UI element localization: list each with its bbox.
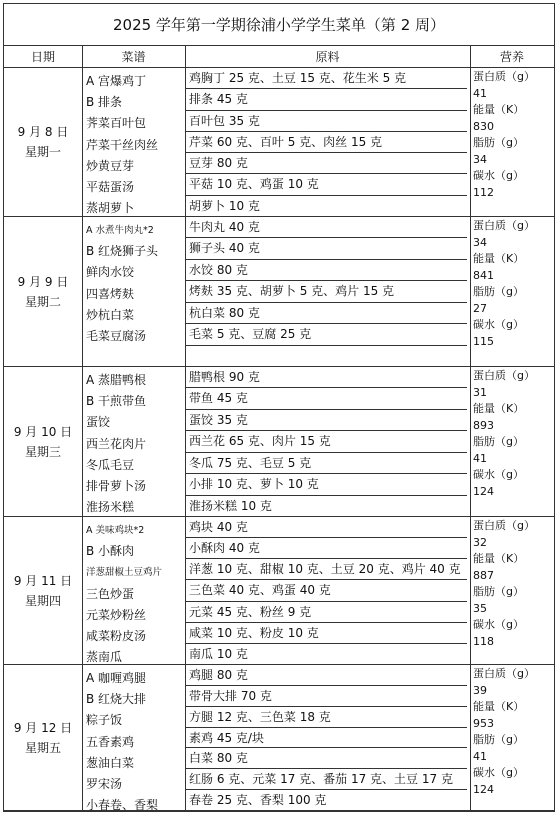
dish-item: 炒黄豆芽 <box>86 158 135 173</box>
nutrition-label-energy: 能量（K） <box>473 402 525 415</box>
day-date-cell <box>4 665 82 810</box>
dish-item: 葱油白菜 <box>86 755 135 770</box>
nutrition-cell <box>473 518 553 650</box>
day-row <box>4 517 554 665</box>
nutrition-value-energy: 887 <box>473 568 494 582</box>
dish-item: A 蒸腊鸭根 <box>86 373 147 387</box>
page-title: 2025 学年第一学期徐浦小学学生菜单（第 2 周） <box>4 4 554 46</box>
nutrition-value-protein: 32 <box>473 535 487 549</box>
nutrition-label-fat: 脂肪（g） <box>473 435 524 448</box>
dish-item: B 小酥肉 <box>86 544 135 559</box>
day-date: 9 月 11 日 <box>13 573 73 588</box>
nutrition-value-protein: 41 <box>473 86 487 100</box>
dish-list <box>86 370 182 518</box>
ingredient-list <box>185 217 467 367</box>
ingredient-item: 鸡腿 80 克 <box>185 665 467 686</box>
day-row <box>4 217 554 367</box>
nutrition-value-fat: 41 <box>473 749 487 763</box>
dish-item: 粽子饭 <box>86 713 123 728</box>
nutrition-label-fat: 脂肪（g） <box>473 585 524 598</box>
ingredient-item: 水饺 80 克 <box>185 260 467 281</box>
header-nutrition: 营养 <box>470 46 554 68</box>
nutrition-label-fat: 脂肪（g） <box>473 733 524 746</box>
ingredient-item: 排条 45 克 <box>185 89 467 110</box>
ingredient-item: 南瓜 10 克 <box>189 646 248 661</box>
nutrition-cell <box>473 218 553 350</box>
nutrition-label-energy: 能量（K） <box>473 700 525 713</box>
ingredient-item: 三色菜 40 克、鸡蛋 40 克 <box>185 580 467 601</box>
divider <box>470 46 471 811</box>
nutrition-cell <box>473 666 553 798</box>
nutrition-label-carbs: 碳水（g） <box>473 618 524 631</box>
ingredient-item: 洋葱 10 克、甜椒 10 克、土豆 20 克、鸡片 40 克 <box>185 559 467 580</box>
ingredient-item: 带骨大排 70 克 <box>185 686 467 707</box>
header-menu: 菜谱 <box>82 46 185 68</box>
dish-item: B 干煎带鱼 <box>86 394 147 409</box>
ingredient-item: 素鸡 45 克/块 <box>185 728 467 749</box>
nutrition-label-carbs: 碳水（g） <box>473 318 524 331</box>
nutrition-value-energy: 893 <box>473 418 494 432</box>
day-date: 9 月 8 日 <box>17 125 69 139</box>
dish-item: 淮扬米糕 <box>86 500 135 515</box>
nutrition-label-protein: 蛋白质（g） <box>473 369 535 382</box>
nutrition-label-energy: 能量（K） <box>473 103 525 116</box>
nutrition-label-carbs: 碳水（g） <box>473 169 524 182</box>
dish-list <box>86 71 182 219</box>
nutrition-value-energy: 830 <box>473 119 494 133</box>
day-date-cell <box>4 217 82 366</box>
nutrition-cell <box>473 368 553 500</box>
nutrition-value-protein: 39 <box>473 683 487 697</box>
dish-item: 洋葱甜椒土豆鸡片 <box>86 567 163 579</box>
nutrition-value-energy: 841 <box>473 268 494 282</box>
ingredient-item: 烤麸 35 克、胡萝卜 5 克、鸡片 15 克 <box>185 281 467 302</box>
ingredient-item: 淮扬米糕 10 克 <box>189 498 272 513</box>
dish-item: 蒸南瓜 <box>86 650 123 665</box>
nutrition-value-fat: 35 <box>473 601 487 615</box>
day-row <box>4 665 554 811</box>
dish-item: A 水煮牛肉丸*2 <box>86 225 154 236</box>
nutrition-label-protein: 蛋白质（g） <box>473 70 535 83</box>
dish-item: 蛋饺 <box>86 415 111 430</box>
nutrition-label-carbs: 碳水（g） <box>473 766 524 779</box>
dish-list <box>86 220 182 347</box>
ingredient-item: 百叶包 35 克 <box>185 111 467 132</box>
nutrition-value-carbs: 112 <box>473 185 494 199</box>
nutrition-label-protein: 蛋白质（g） <box>473 519 535 532</box>
dish-item: B 排条 <box>86 95 123 110</box>
nutrition-label-energy: 能量（K） <box>473 252 525 265</box>
dish-item: 鲜肉水饺 <box>86 265 135 280</box>
divider <box>185 46 186 811</box>
ingredient-item: 芹菜 60 克、百叶 5 克、肉丝 15 克 <box>185 132 467 153</box>
ingredient-item: 鸡块 40 克 <box>185 517 467 538</box>
ingredient-item: 豆芽 80 克 <box>185 153 467 174</box>
dish-item: B 红烧狮子头 <box>86 244 159 259</box>
day-row <box>4 68 554 217</box>
dish-item: 平菇蛋汤 <box>86 179 135 194</box>
dish-item: A 宫爆鸡丁 <box>86 74 147 88</box>
nutrition-value-fat: 27 <box>473 301 487 315</box>
ingredient-item: 蛋饺 35 克 <box>185 410 467 431</box>
dish-item: 五香素鸡 <box>86 734 135 749</box>
nutrition-label-protein: 蛋白质（g） <box>473 667 535 680</box>
ingredient-item: 元菜 45 克、粉丝 9 克 <box>185 602 467 623</box>
day-date: 9 月 12 日 <box>13 720 73 735</box>
nutrition-value-fat: 41 <box>473 451 487 465</box>
dish-list <box>86 668 182 816</box>
dish-item: 四喜烤麸 <box>86 286 135 301</box>
dish-item: 荠菜百叶包 <box>86 116 147 131</box>
dish-item: 炒杭白菜 <box>86 307 135 322</box>
ingredient-item: 白菜 80 克 <box>185 748 467 769</box>
ingredient-item: 平菇 10 克、鸡蛋 10 克 <box>185 174 467 195</box>
ingredient-item: 腊鸭根 90 克 <box>185 367 467 388</box>
dish-item: A 咖喱鸡腿 <box>86 671 147 685</box>
nutrition-value-carbs: 118 <box>473 634 494 648</box>
nutrition-cell <box>473 69 553 201</box>
ingredient-list <box>185 517 467 665</box>
menu-sheet <box>3 3 555 812</box>
dish-item: 咸菜粉皮汤 <box>86 628 147 643</box>
dish-item: 排骨萝卜汤 <box>86 478 147 493</box>
nutrition-label-fat: 脂肪（g） <box>473 285 524 298</box>
ingredient-item: 杭白菜 80 克 <box>185 303 467 324</box>
ingredient-item: 小排 10 克、萝卜 10 克 <box>185 474 467 495</box>
ingredient-item: 春卷 25 克、香梨 100 克 <box>189 793 327 808</box>
ingredient-list <box>185 367 467 517</box>
dish-item: 三色炒蛋 <box>86 586 135 601</box>
dish-item: 罗宋汤 <box>86 776 123 791</box>
nutrition-value-protein: 31 <box>473 385 487 399</box>
dish-item: 毛菜豆腐汤 <box>86 328 147 343</box>
nutrition-value-carbs: 115 <box>473 334 494 348</box>
ingredient-item <box>185 346 467 367</box>
day-date-cell <box>4 68 82 216</box>
ingredient-item: 鸡胸丁 25 克、土豆 15 克、花生米 5 克 <box>185 68 467 89</box>
day-date-cell <box>4 367 82 516</box>
nutrition-label-energy: 能量（K） <box>473 552 525 565</box>
day-date: 9 月 10 日 <box>13 424 73 439</box>
nutrition-value-fat: 34 <box>473 152 487 166</box>
ingredient-item: 冬瓜 75 克、毛豆 5 克 <box>185 453 467 474</box>
day-date-cell <box>4 517 82 664</box>
dish-item: 小春卷、香梨 <box>86 798 159 813</box>
dish-item: 蒸胡萝卜 <box>86 201 135 216</box>
dish-item: A 美味鸡块*2 <box>86 525 145 536</box>
nutrition-label-fat: 脂肪（g） <box>473 136 524 149</box>
nutrition-value-protein: 34 <box>473 235 487 249</box>
nutrition-label-carbs: 碳水（g） <box>473 468 524 481</box>
nutrition-label-protein: 蛋白质（g） <box>473 219 535 232</box>
ingredient-item: 方腿 12 克、三色菜 18 克 <box>185 707 467 728</box>
dish-item: 冬瓜毛豆 <box>86 457 135 472</box>
day-weekday: 星期三 <box>24 444 61 459</box>
dish-list <box>86 520 182 668</box>
day-row <box>4 367 554 517</box>
ingredient-item: 狮子头 40 克 <box>185 238 467 259</box>
ingredient-item: 小酥肉 40 克 <box>185 538 467 559</box>
dish-item: B 红烧大排 <box>86 692 147 707</box>
dish-item: 芹菜干丝肉丝 <box>86 137 159 152</box>
ingredient-item: 红肠 6 克、元菜 17 克、番茄 17 克、土豆 17 克 <box>185 769 467 790</box>
ingredient-item: 带鱼 45 克 <box>185 388 467 409</box>
ingredient-item: 牛肉丸 40 克 <box>185 217 467 238</box>
nutrition-value-carbs: 124 <box>473 484 494 498</box>
dish-item: 元菜炒粉丝 <box>86 607 147 622</box>
ingredient-item: 毛菜 5 克、豆腐 25 克 <box>185 324 467 345</box>
header-ingredients: 原料 <box>185 46 470 68</box>
ingredient-item: 西兰花 65 克、肉片 15 克 <box>185 431 467 452</box>
ingredient-list <box>185 68 467 217</box>
nutrition-value-energy: 953 <box>473 716 494 730</box>
day-date: 9 月 9 日 <box>17 274 69 289</box>
header-date: 日期 <box>4 46 82 68</box>
day-weekday: 星期一 <box>24 145 61 159</box>
day-weekday: 星期四 <box>24 593 61 608</box>
ingredient-item: 胡萝卜 10 克 <box>189 198 260 213</box>
divider <box>82 46 83 811</box>
nutrition-value-carbs: 124 <box>473 782 494 796</box>
ingredient-list <box>185 665 467 811</box>
dish-item: 西兰花肉片 <box>86 436 147 451</box>
day-weekday: 星期五 <box>24 740 61 755</box>
ingredient-item: 咸菜 10 克、粉皮 10 克 <box>185 623 467 644</box>
day-weekday: 星期二 <box>24 294 61 309</box>
